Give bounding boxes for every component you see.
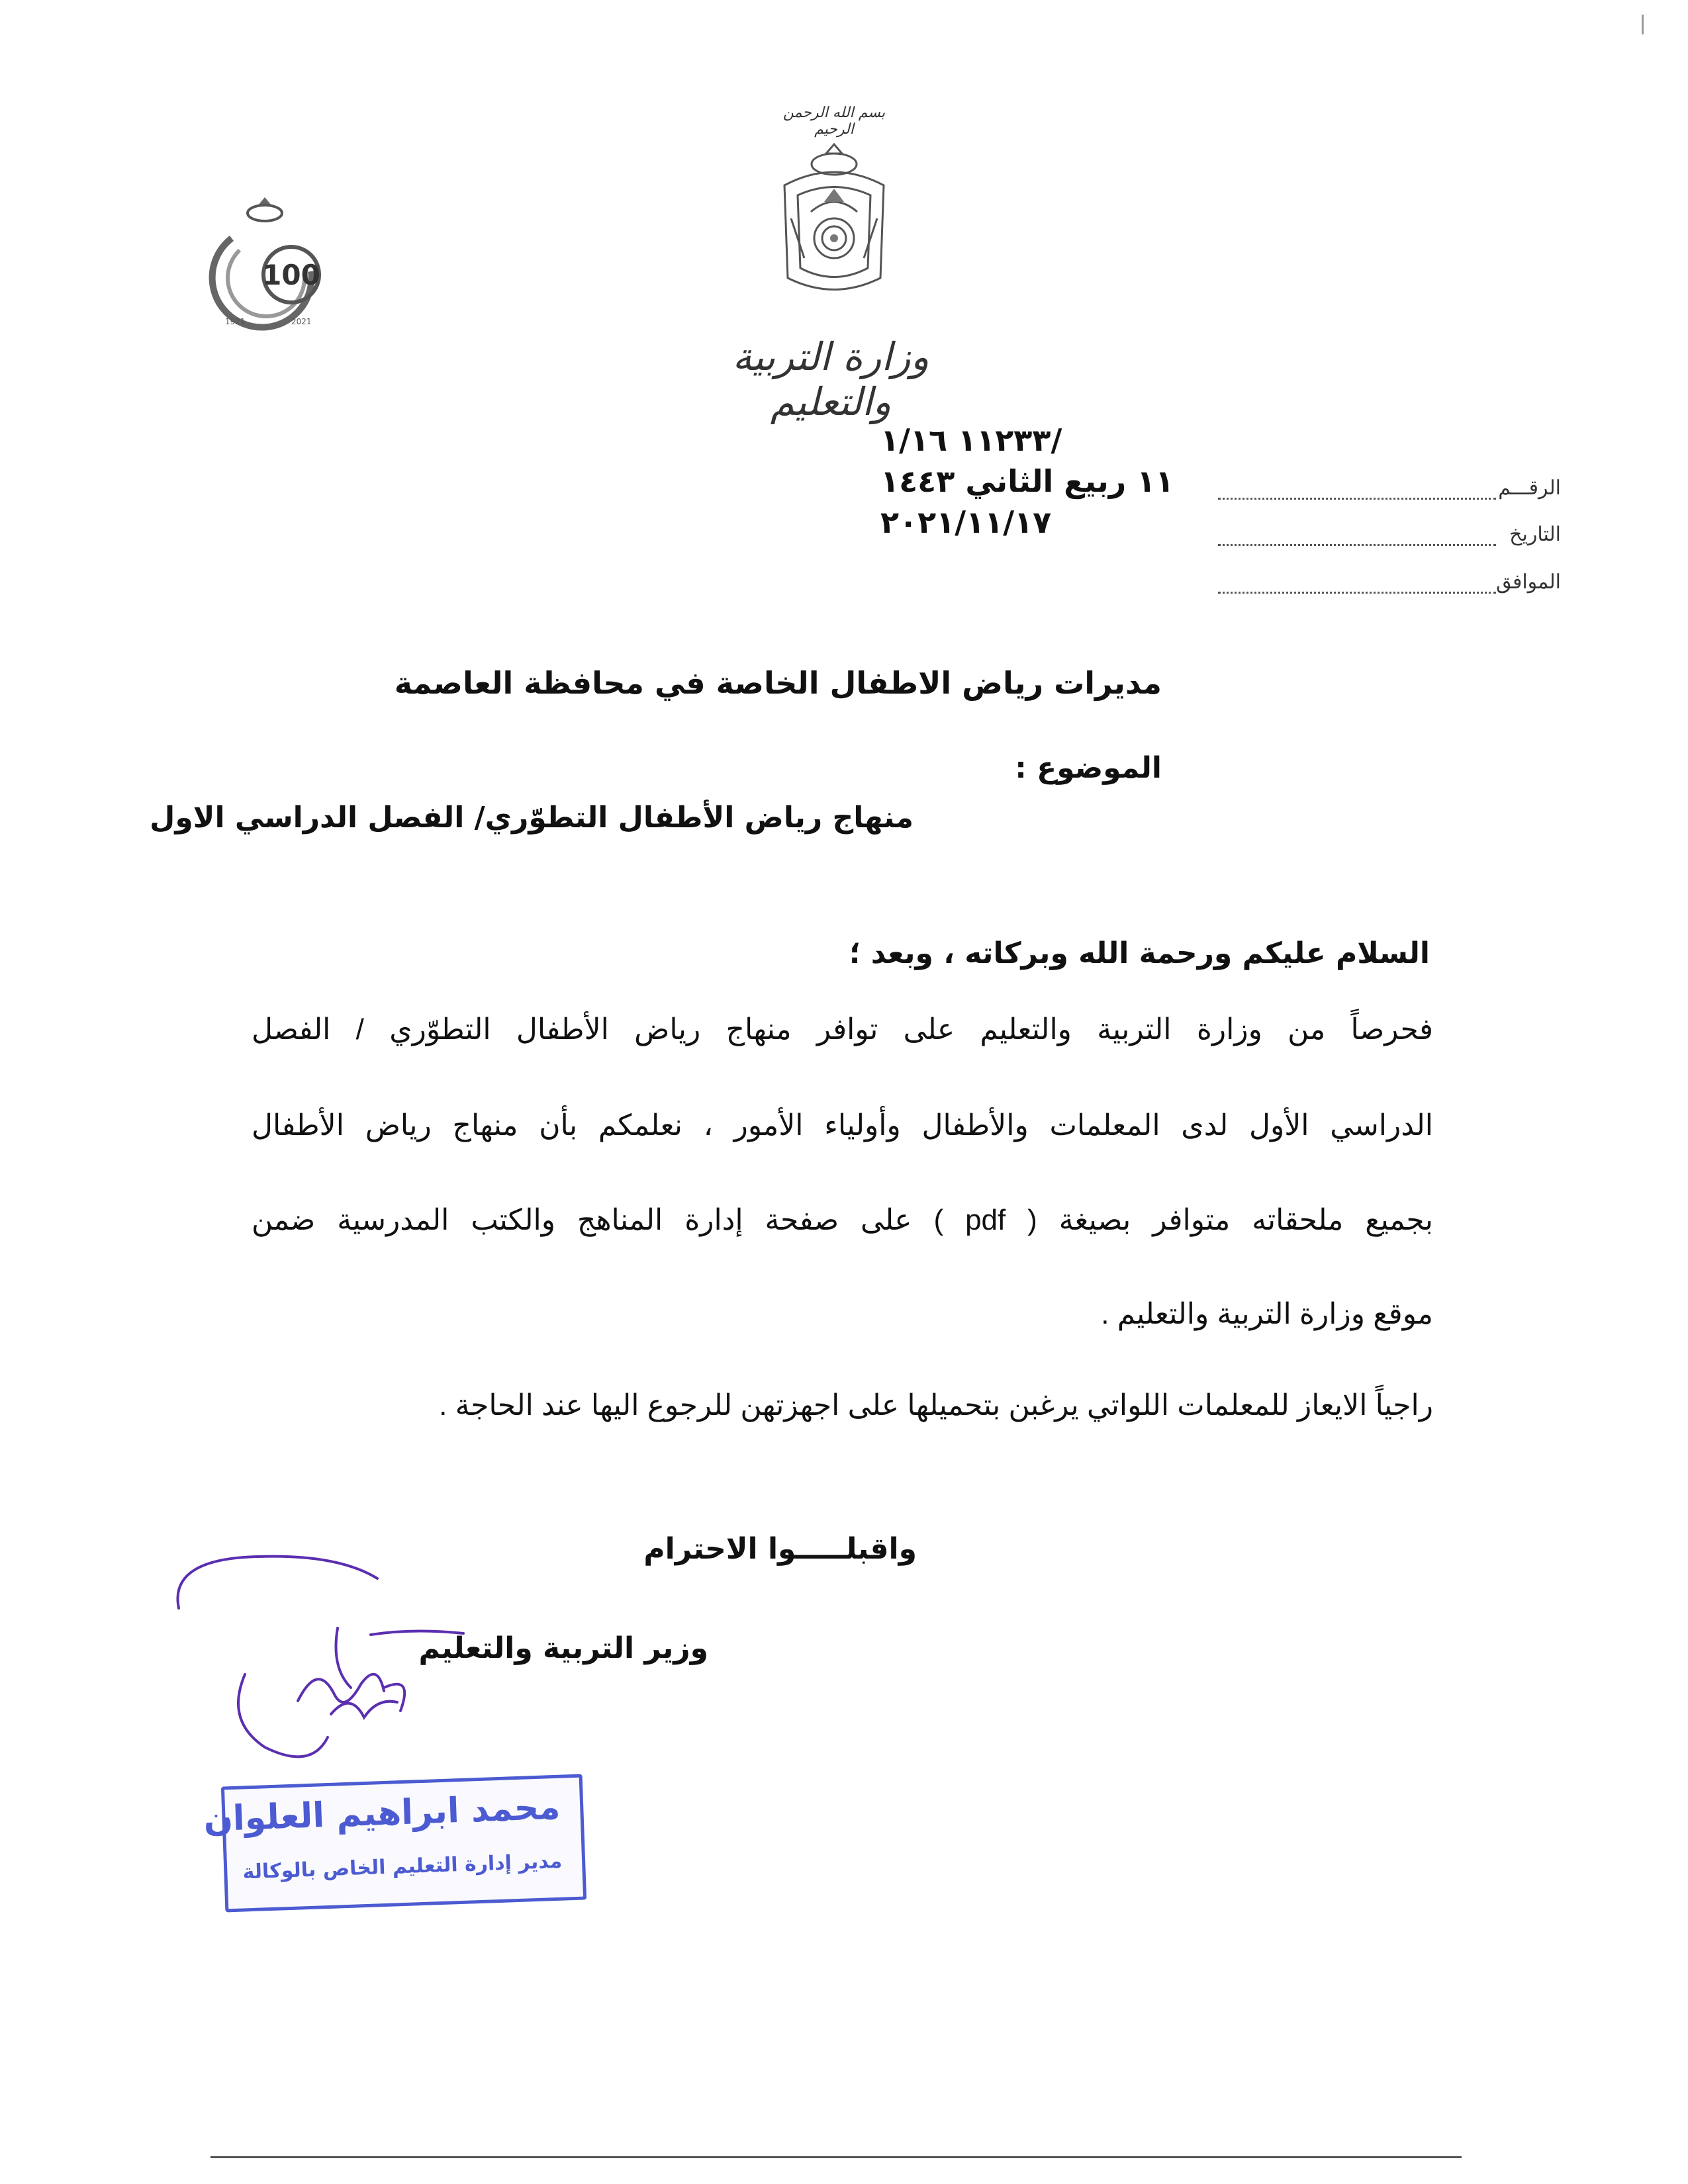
corresponding-dotted-line <box>1218 592 1496 594</box>
greeting: السلام عليكم ورحمة الله وبركاته ، وبعد ؛ <box>849 936 1430 970</box>
scan-corner-mark <box>1642 15 1644 34</box>
closing-salutation: واقبلـــــوا الاحترام <box>643 1532 917 1566</box>
subject-text: منهاج رياض الأطفال التطوّري/ الفصل الدراسي الاول <box>150 801 914 835</box>
date-label: التاريخ <box>1509 523 1561 545</box>
handwritten-signature <box>165 1549 563 1800</box>
hijri-date: ١١ ربيع الثاني ١٤٤٣ <box>880 463 1174 499</box>
jordan-coat-of-arms-emblem <box>771 139 897 304</box>
centennial-year-start: 1921 <box>225 317 246 326</box>
addressee: مديرات رياض الاطفال الخاصة في محافظة العاصمة <box>394 665 1162 701</box>
basmala-calligraphy: بسم الله الرحمن الرحيم <box>782 105 886 138</box>
number-label: الرقـــم <box>1498 477 1561 499</box>
date-dotted-line <box>1218 544 1496 546</box>
centennial-year-end: 2021 <box>291 317 312 326</box>
stamp-name: محمد ابراهيم العلوان <box>203 1787 561 1840</box>
stamp-role: مدير إدارة التعليم الخاص بالوكالة <box>242 1849 563 1884</box>
body-line: بجميع ملحقاته متوافر بصيغة ( pdf ) على صفحة إدارة المناهج والكتب المدرسية ضمن <box>252 1204 1433 1236</box>
number-dotted-line <box>1218 498 1496 500</box>
signatory-title: وزير التربية والتعليم <box>418 1631 708 1665</box>
subject-label: الموضوع : <box>1015 751 1162 785</box>
footer-rule <box>211 2156 1462 2158</box>
centennial-number: 100 <box>262 259 320 291</box>
official-stamp <box>203 1774 586 1913</box>
body-line: فحرصاً من وزارة التربية والتعليم على توافر منهاج رياض الأطفال التطوّري / الفصل <box>252 1013 1433 1046</box>
body-line: الدراسي الأول لدى المعلمات والأطفال وأولياء الأمور ، نعلمكم بأن منهاج رياض الأطفال <box>252 1109 1433 1142</box>
centennial-logo <box>199 192 331 331</box>
gregorian-date: ٢٠٢١/١١/١٧ <box>880 504 1052 540</box>
reference-number: ١١٢٣٣ ١/١٦/ <box>880 422 1062 458</box>
body-line: راجياً الايعاز للمعلمات اللواتي يرغبن بتحميلها على اجهزتهن للرجوع اليها عند الحاجة . <box>439 1389 1433 1422</box>
body-line: موقع وزارة التربية والتعليم . <box>1101 1298 1433 1330</box>
corresponding-label: الموافق <box>1495 571 1561 593</box>
ministry-wordmark: وزارة التربية والتعليم <box>732 334 929 424</box>
